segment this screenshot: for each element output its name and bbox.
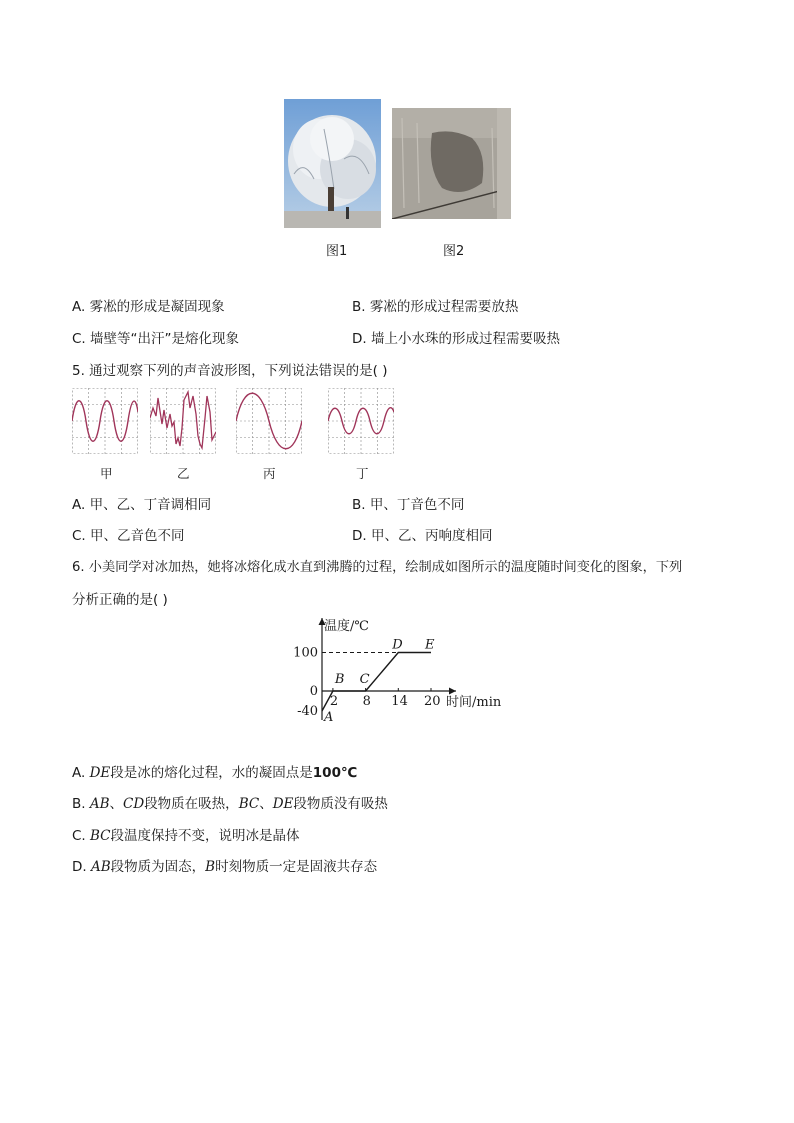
temperature-time-chart	[280, 614, 520, 726]
q5-option-a: A. 甲、乙、丁音调相同	[72, 497, 212, 513]
wave-ding	[328, 388, 394, 454]
q6-option-a	[72, 761, 357, 781]
wave-bing	[236, 388, 302, 454]
point-label-C: C	[359, 672, 370, 687]
q6-option-b-sep1: 、	[109, 796, 124, 812]
q6-option-a-pre: A.	[72, 765, 90, 781]
q6-option-a-val: 100℃	[312, 765, 358, 781]
q6-stem-line2: 分析正确的是( )	[72, 592, 168, 608]
q6-option-b-seg4: DE	[272, 796, 294, 812]
q4-option-c-quote: “出汗”	[130, 331, 172, 347]
figure-2-caption: 图2	[443, 244, 465, 259]
q6-option-c-seg: BC	[90, 828, 111, 844]
q6-option-d-mid: 段物质为固态，	[110, 859, 206, 875]
point-label-E: E	[425, 637, 435, 653]
q5-stem: 5. 通过观察下列的声音波形图，下列说法错误的是( )	[72, 363, 388, 379]
q5-option-d: D. 甲、乙、丙响度相同	[352, 528, 493, 544]
y-axis-label: 温度/℃	[324, 619, 369, 634]
q5-option-c: C. 甲、乙音色不同	[72, 528, 185, 544]
q6-option-b-seg3: BC	[238, 796, 260, 812]
q6-option-d-post: 时刻物质一定是固液共存态	[215, 859, 378, 875]
q4-option-b: B. 雾凇的形成过程需要放热	[352, 299, 519, 315]
q4-option-c-post: 是熔化现象	[171, 331, 240, 347]
q4-option-c	[72, 327, 239, 347]
x-tick-label-20: 20	[424, 694, 441, 709]
q4-option-a: A. 雾凇的形成是凝固现象	[72, 299, 225, 315]
q6-option-b-sep2: 、	[259, 796, 273, 812]
x-tick-label-14: 14	[391, 694, 408, 709]
y-tick-label--40: -40	[297, 704, 318, 719]
q6-option-b-post: 段物质没有吸热	[293, 796, 388, 812]
q6-option-d-pt: B	[205, 859, 216, 875]
q6-option-b-seg2: CD	[123, 796, 145, 812]
q4-option-c-pre: C. 墙壁等	[72, 331, 131, 347]
wave-jia	[72, 388, 138, 454]
q6-stem-line1: 6. 小美同学对冰加热，她将冰熔化成水直到沸腾的过程，绘制成如图所示的温度随时间变化的图象，下列	[72, 560, 683, 575]
q6-option-d-pre: D.	[72, 859, 91, 875]
q6-option-b	[72, 792, 388, 812]
point-label-B: B	[334, 672, 345, 687]
q6-option-d	[72, 855, 377, 875]
q5-option-b: B. 甲、丁音色不同	[352, 497, 465, 513]
wave-label-bing: 丙	[263, 466, 276, 481]
wave-yi	[150, 388, 216, 454]
q6-option-b-seg1: AB	[89, 796, 110, 812]
q6-option-b-pre: B.	[72, 796, 90, 812]
q6-option-d-seg: AB	[90, 859, 111, 875]
q6-option-c-post: 段温度保持不变，说明冰是晶体	[110, 828, 300, 844]
figure-1-caption: 图1	[326, 244, 348, 259]
q6-option-a-seg: DE	[89, 765, 111, 781]
y-tick-label-0: 0	[309, 684, 318, 699]
wave-label-yi: 乙	[177, 466, 190, 481]
point-label-A: A	[324, 710, 334, 725]
wave-label-jia: 甲	[100, 466, 113, 481]
q6-option-b-mid: 段物质在吸热，	[144, 796, 239, 812]
figure-1-rime-tree-photo	[284, 99, 381, 228]
x-tick-label-8: 8	[362, 694, 371, 709]
x-axis-label: 时间/min	[446, 695, 502, 710]
wave-label-ding: 丁	[356, 466, 369, 481]
figure-2-wet-wall-photo	[392, 108, 511, 219]
q6-option-c-pre: C.	[72, 828, 91, 844]
y-tick-label-100: 100	[293, 645, 318, 661]
q4-option-d: D. 墙上小水珠的形成过程需要吸热	[352, 331, 560, 347]
q6-option-a-mid: 段是冰的熔化过程，水的凝固点是	[110, 765, 313, 781]
q6-option-c	[72, 824, 300, 844]
point-label-D: D	[392, 637, 403, 653]
x-tick-label-2: 2	[329, 694, 339, 709]
